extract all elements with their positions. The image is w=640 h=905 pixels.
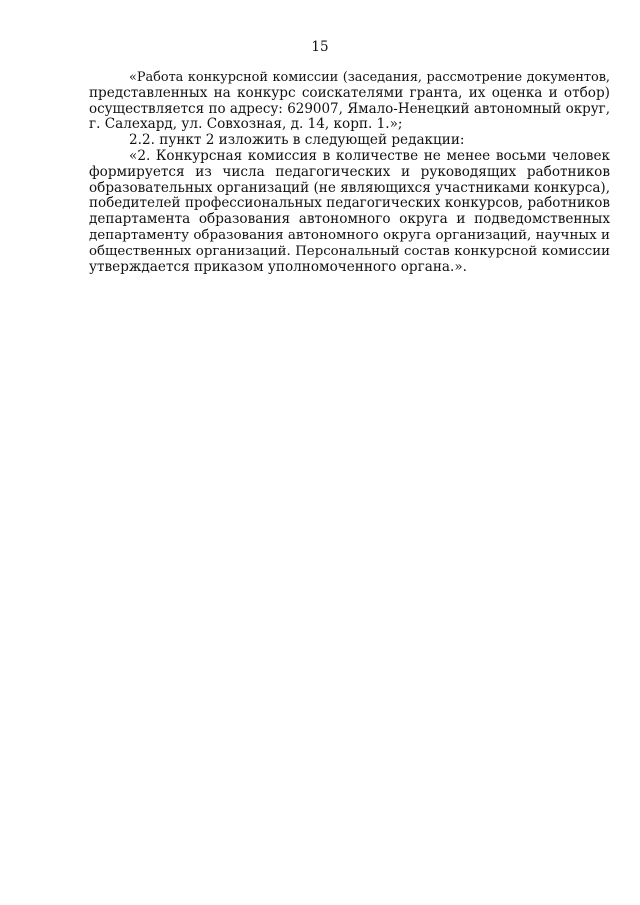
text-line: «Работа конкурсной комиссии (заседания, рассмотрение документов, [129, 70, 610, 85]
text-line: департамента образования автономного округа и подведомственных [89, 211, 610, 228]
text-line: «2. Конкурсная комиссия в количестве не менее восьми человек [129, 147, 610, 164]
text-line: департаменту образования автономного округа организаций, научных и [89, 227, 610, 243]
text-line: осуществляется по адресу: 629007, Ямало-Ненецкий автономный округ, [89, 100, 610, 117]
page-number: 15 [311, 39, 329, 55]
text-line: г. Салехард, ул. Совхозная, д. 14, корп. 1.»; [89, 116, 403, 133]
text-line: утверждается приказом уполномоченного органа.». [89, 258, 467, 275]
paragraph-commission-composition [89, 149, 610, 275]
text-line: 2.2. пункт 2 изложить в следующей редакции: [129, 132, 465, 149]
text-line: победителей профессиональных педагогических конкурсов, работников [89, 195, 610, 212]
text-line: формируется из числа педагогических и руководящих работников [89, 163, 610, 180]
paragraph-amendment-point-2-2 [89, 133, 610, 149]
text-line: представленных на конкурс соискателями гранта, их оценка и отбор) [89, 84, 610, 101]
document-body [89, 70, 610, 275]
text-line: общественных организаций. Персональный состав конкурсной комиссии [89, 243, 610, 259]
paragraph-commission-address [89, 70, 610, 133]
text-line: образовательных организаций (не являющихся участниками конкурса), [89, 179, 610, 196]
